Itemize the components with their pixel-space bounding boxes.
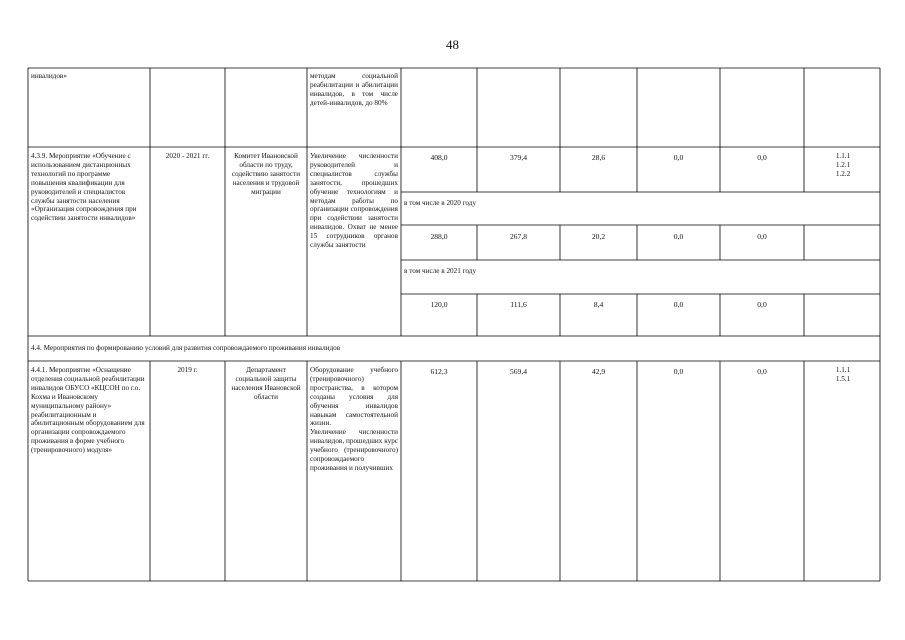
row-441-indicator: Оборудование учебного (тренировочного) пространства, в котором созданы условия для обучения инвалидов навыкам самостоятельной жизни. Увеличение численности инвалидов, прошедших курс учебного (тренировочного) сопровождаемого проживания и получивших bbox=[310, 366, 398, 472]
section-4-4-heading: 4.4. Мероприятия по формированию условий для развития сопровождаемого проживания инвалидов bbox=[31, 344, 341, 352]
row-439-2021-col7: 8,4 bbox=[593, 300, 604, 309]
row-439-2020-col8: 0,0 bbox=[673, 232, 684, 241]
row-441-col5: 612,3 bbox=[430, 367, 448, 376]
row-439-2020-col5: 288,0 bbox=[430, 232, 448, 241]
row-439-2020-col6: 267,8 bbox=[509, 232, 528, 241]
row-439-2020-col7: 20,2 bbox=[591, 232, 606, 241]
row-441-col6: 569,4 bbox=[509, 367, 528, 376]
row-441-col8: 0,0 bbox=[673, 367, 684, 376]
row-439-2021-col5: 120,0 bbox=[430, 300, 448, 309]
row-439-total-col9: 0,0 bbox=[757, 153, 767, 162]
page-number: 48 bbox=[446, 37, 459, 52]
row-439-total-col5: 408,0 bbox=[430, 153, 448, 162]
row-439-sub-2021-label: в том числе в 2021 году bbox=[404, 267, 477, 275]
row-439-2021-col9: 0,0 bbox=[757, 300, 767, 309]
row-441-name: 4.4.1. Мероприятие «Оснащение отделения социальной реабилитации инвалидов ОБУСО «КЦСОН по г.о. Кохма и Ивановскому муниципальному району» реабилитационным и абилитационным оборудованием для организации сопровождаемого проживания в форме учебного (тренировочного) модуля» bbox=[31, 366, 145, 455]
row-439-2020-col9: 0,0 bbox=[757, 232, 767, 241]
row-439-indicator: Увеличение численности руководителей и специалистов службы занятости, прошедших обучение технологиям и методам работы по организации сопровождения при содействии занятости инвалидов. Охват не менее 15 сотрудников органов службы занятости bbox=[310, 152, 398, 250]
row-439-codes: 1.1.1 1.2.1 1.2.2 bbox=[835, 152, 851, 178]
row-439-executor: Комитет Ивановской области по труду, содействию занятости населения и трудовой миграции bbox=[231, 152, 301, 196]
row-441-col9: 0,0 bbox=[757, 367, 767, 376]
cont-name-cell: инвалидов» bbox=[31, 72, 67, 80]
row-439-total-col6: 379,4 bbox=[509, 153, 528, 162]
row-441-executor: Департамент социальной защиты населения Ивановской области bbox=[231, 366, 301, 401]
row-439-2021-col8: 0,0 bbox=[673, 300, 684, 309]
row-441-col7: 42,9 bbox=[591, 367, 606, 376]
row-439-total-col8: 0,0 bbox=[673, 153, 684, 162]
row-441-codes: 1.1.1 1.5.1 bbox=[835, 366, 851, 383]
row-439-total-col7: 28,6 bbox=[591, 153, 606, 162]
row-439-2021-col6: 111,6 bbox=[510, 300, 527, 309]
row-441-period: 2019 г. bbox=[177, 366, 198, 374]
row-439-sub-2020-label: в том числе в 2020 году bbox=[404, 199, 477, 207]
cont-indicator-cell: методам социальной реабилитации и абилитации инвалидов, в том числе детей-инвалидов, до 80% bbox=[310, 72, 398, 107]
row-439-name: 4.3.9. Мероприятие «Обучение с использованием дистанционных технологий по программе повышения квалификации для руководителей и специалистов службы занятости населения «Организация сопровождения при содействии занятости инвалидов» bbox=[31, 152, 137, 223]
row-439-period: 2020 - 2021 гг. bbox=[165, 152, 210, 160]
